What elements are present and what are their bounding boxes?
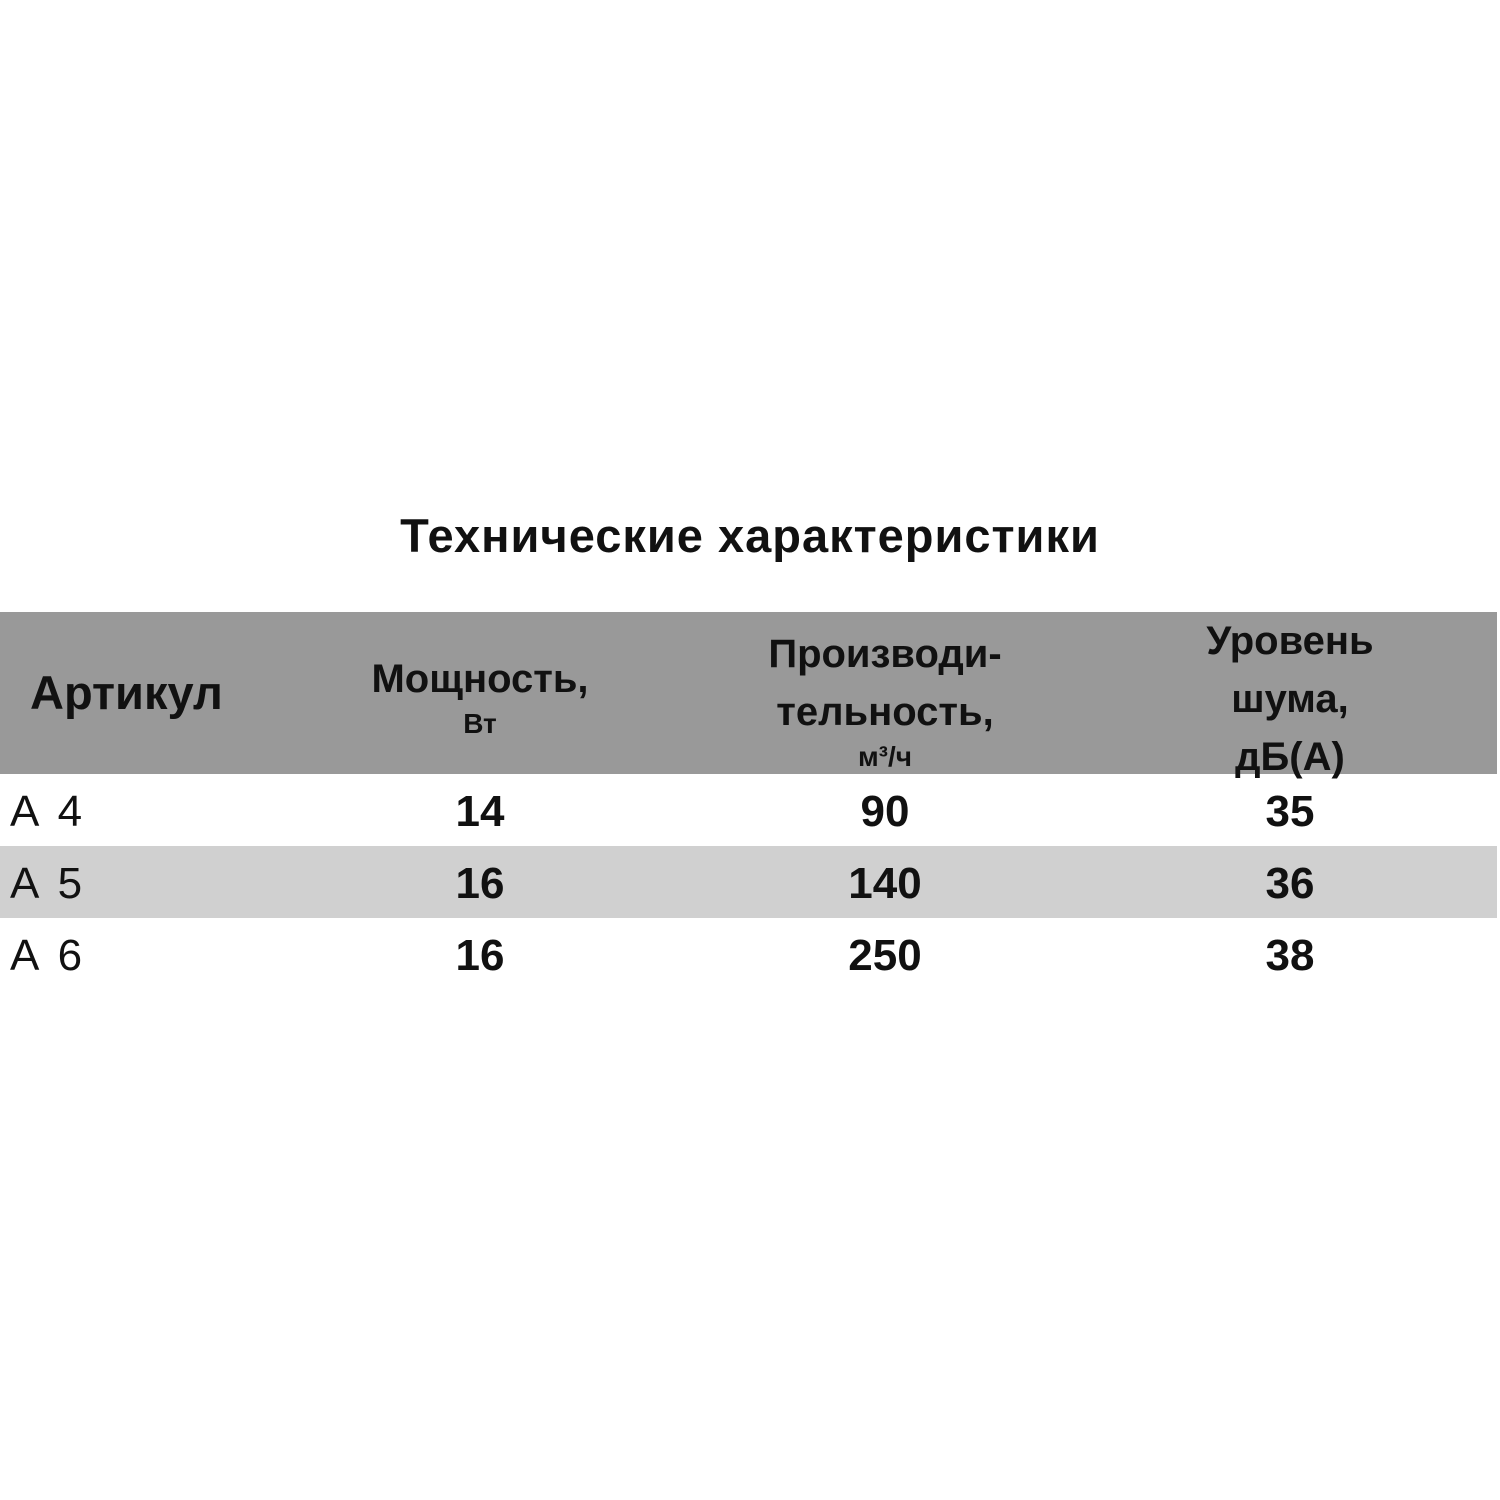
header-power: [330, 612, 630, 774]
header-power-unit: Вт: [463, 708, 497, 739]
header-noise-label-line2: шума,: [1231, 677, 1349, 721]
header-article-label: Артикул: [30, 666, 223, 719]
page-title: Технические характеристики: [400, 509, 1100, 562]
table-row: [0, 918, 1497, 990]
cell-noise: 38: [1265, 931, 1315, 980]
cell-power: 14: [455, 787, 505, 836]
cell-power: 16: [455, 931, 505, 980]
header-flow-label-line1: Производи-: [768, 632, 1002, 676]
header-noise-unit: дБ(А): [1235, 735, 1345, 779]
header-flow-unit: м³/ч: [857, 741, 913, 772]
cell-noise: 36: [1265, 859, 1315, 908]
header-article: [0, 612, 285, 774]
cell-article: А 5: [10, 859, 86, 908]
cell-power: 16: [455, 859, 505, 908]
header-noise: [1140, 612, 1440, 779]
header-noise-label-line1: Уровень: [1206, 619, 1374, 663]
cell-flow: 140: [848, 859, 922, 908]
header-flow: [735, 612, 1035, 774]
table-row: [0, 774, 1497, 846]
table-row: [0, 846, 1497, 918]
header-flow-label-line2: тельность,: [776, 690, 994, 734]
header-power-label: Мощность,: [371, 657, 589, 701]
cell-flow: 90: [860, 787, 910, 836]
table-header: [0, 612, 1497, 779]
cell-flow: 250: [848, 931, 922, 980]
spec-table: [0, 612, 1497, 990]
cell-noise: 35: [1265, 787, 1315, 836]
cell-article: А 6: [10, 931, 86, 980]
cell-article: А 4: [10, 787, 86, 836]
